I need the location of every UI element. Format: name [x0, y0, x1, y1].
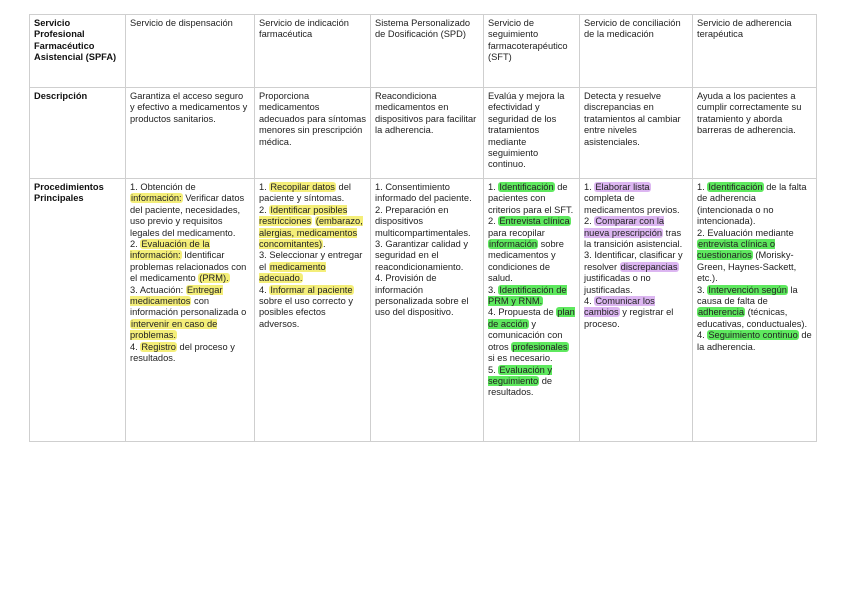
header-cell: Sistema Personalizado de Dosificación (SPD)	[371, 15, 484, 88]
procedure-step: 2. Entrevista clínica para recopilar información sobre medicamentos y condiciones de salud.	[488, 216, 570, 284]
procedures-cell-indicacion	[255, 179, 371, 442]
row-label-descripcion: Descripción	[30, 88, 126, 179]
highlight-yellow: Recopilar datos	[270, 182, 335, 192]
highlight-green: adherencia	[698, 307, 745, 318]
highlight-yellow: (embarazo, alergias, medicamentos concomitantes)	[259, 216, 363, 250]
highlight-green: plan de acción	[488, 307, 575, 329]
highlight-green: Identificación de PRM y RNM.	[488, 284, 567, 307]
description-cell: Garantiza el acceso seguro y efectivo a medicamentos y productos sanitarios.	[126, 88, 255, 179]
header-cell: Servicio de dispensación	[126, 15, 255, 88]
highlight-yellow: Evaluación de la información:	[130, 239, 210, 261]
procedures-cell-adherencia	[693, 179, 817, 442]
procedure-step: 4. Propuesta de plan de acción y comunicación con otros profesionales si es necesario.	[488, 307, 575, 364]
procedures-cell-dispensacion	[126, 179, 255, 442]
highlight-purple: Comunicar los cambios	[584, 296, 655, 318]
description-cell: Detecta y resuelve discrepancias en tratamientos al cambiar entre niveles asistenciales.	[580, 88, 693, 179]
highlight-yellow: Registro	[141, 341, 176, 352]
procedure-step: 3. Seleccionar y entregar el medicamento adecuado.	[259, 250, 363, 284]
highlight-green: información	[489, 239, 538, 250]
highlight-yellow: (PRM).	[199, 273, 229, 284]
procedures-cell-spd	[371, 179, 484, 442]
highlight-green: Entrevista clínica	[499, 216, 570, 227]
procedure-step: 4. Provisión de información personalizada sobre el uso del dispositivo.	[375, 273, 469, 318]
row-label-procedimientos: Procedimientos Principales	[30, 179, 126, 442]
procedure-step: 1. Consentimiento informado del paciente.	[375, 182, 472, 204]
highlight-green: entrevista clínica o cuestionarios	[697, 239, 775, 261]
procedure-step: 3. Identificar, clasificar y resolver discrepancias justificadas o no justificadas.	[584, 250, 683, 295]
highlight-green: Identificación	[499, 182, 554, 192]
description-cell: Reacondiciona medicamentos en dispositivos para facilitar la adherencia.	[371, 88, 484, 179]
highlight-yellow: Identificar posibles restricciones	[259, 204, 348, 227]
highlight-yellow: información:	[131, 193, 182, 204]
procedure-step: 1. Obtención de información: Verificar datos del paciente, necesidades, uso previo y requisitos legales del medicamento.	[130, 182, 245, 238]
row-label-spfa: Servicio Profesional Farmacéutico Asistencial (SPFA)	[30, 15, 126, 88]
procedure-step: 2. Preparación en dispositivos multicompartimentales.	[375, 204, 471, 238]
highlight-purple: Elaborar lista	[595, 182, 650, 192]
procedure-step: 2. Identificar posibles restricciones (embarazo, alergias, medicamentos concomitantes).	[259, 204, 363, 250]
highlight-green: Identificación	[708, 182, 763, 192]
procedure-step: 3. Intervención según la causa de falta de adherencia (técnicas, educativas, conductuales).	[697, 284, 808, 329]
spfa-table	[29, 14, 817, 442]
table-header-row	[30, 15, 817, 88]
highlight-yellow: Entregar medicamentos	[130, 284, 223, 307]
procedure-step: 2. Comparar con la nueva prescripción tras la transición asistencial.	[584, 216, 683, 250]
procedure-step: 3. Identificación de PRM y RNM.	[488, 284, 567, 307]
highlight-purple: Comparar con la nueva prescripción	[584, 216, 665, 238]
highlight-green: Intervención según	[708, 284, 787, 295]
procedure-step: 4. Registro del proceso y resultados.	[130, 341, 235, 364]
table-procedures-row	[30, 179, 817, 442]
highlight-green: Seguimiento continuo	[708, 330, 798, 341]
procedure-step: 3. Garantizar calidad y seguridad en el reacondicionamiento.	[375, 239, 469, 272]
procedure-step: 5. Evaluación y seguimiento de resultados.	[488, 364, 553, 398]
highlight-green: profesionales	[512, 341, 568, 352]
procedure-step: 4. Comunicar los cambios y registrar el proceso.	[584, 296, 674, 329]
description-cell: Proporciona medicamentos adecuados para síntomas menores sin prescripción médica.	[255, 88, 371, 179]
procedure-step: 2. Evaluación mediante entrevista clínica o cuestionarios (Morisky-Green, Haynes-Sackett, etc.).	[697, 227, 797, 284]
procedure-step: 2. Evaluación de la información: Identificar problemas relacionados con el medicamento (PRM).	[130, 239, 247, 284]
header-cell: Servicio de indicación farmacéutica	[255, 15, 371, 88]
procedure-step: 3. Actuación: Entregar medicamentos con información personalizada o intervenir en caso de problemas.	[130, 284, 247, 341]
highlight-purple: discrepancias	[620, 261, 678, 272]
header-cell: Servicio de adherencia terapéutica	[693, 15, 817, 88]
procedure-step: 1. Elaborar lista completa de medicamentos previos.	[584, 182, 680, 215]
procedures-cell-conciliacion	[580, 179, 693, 442]
table-description-row	[30, 88, 817, 179]
highlight-green: Evaluación y seguimiento	[488, 364, 553, 386]
procedure-step: 1. Recopilar datos del paciente y síntomas.	[259, 182, 351, 204]
highlight-yellow: Informar al paciente	[270, 284, 353, 295]
procedure-step: 1. Identificación de pacientes con criterios para el SFT.	[488, 182, 574, 215]
procedure-step: 1. Identificación de la falta de adherencia (intencionada o no intencionada).	[697, 182, 807, 227]
procedure-step: 4. Informar al paciente sobre el uso correcto y posibles efectos adversos.	[259, 284, 354, 329]
highlight-yellow: intervenir en caso de problemas.	[130, 318, 218, 341]
procedures-cell-sft	[484, 179, 580, 442]
header-cell: Servicio de conciliación de la medicación	[580, 15, 693, 88]
description-cell: Ayuda a los pacientes a cumplir correctamente su tratamiento y aborda barreras de adherencia.	[693, 88, 817, 179]
header-cell: Servicio de seguimiento farmacoterapéutico (SFT)	[484, 15, 580, 88]
procedure-step: 4. Seguimiento continuo de la adherencia.	[697, 330, 812, 352]
highlight-yellow: medicamento adecuado.	[259, 261, 326, 284]
description-cell: Evalúa y mejora la efectividad y seguridad de los tratamientos mediante seguimiento continuo.	[484, 88, 580, 179]
